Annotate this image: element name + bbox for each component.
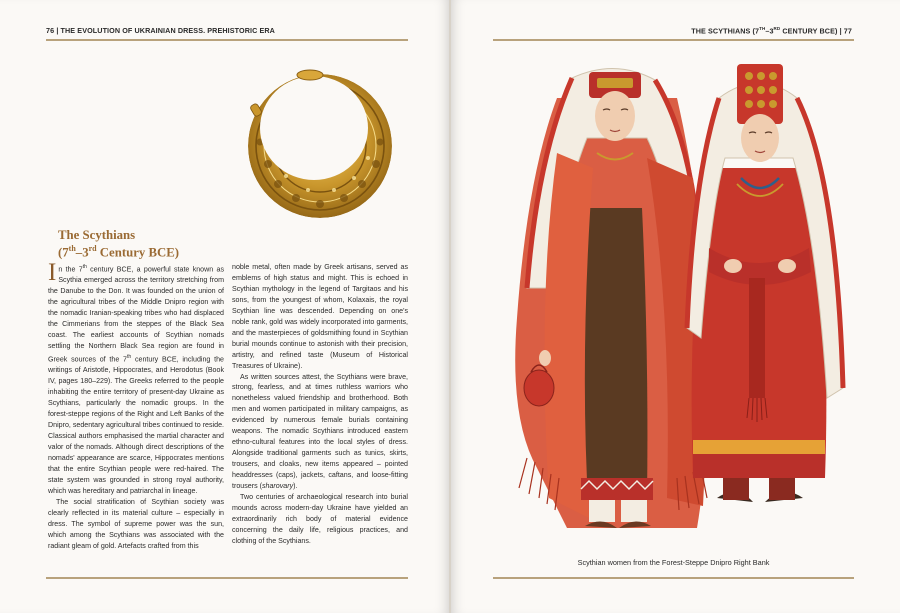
text-em: sharovary [261,482,294,491]
section-title-line1: The Scythians [58,228,136,242]
running-head-part: THE SCYTHIANS (7 [691,26,760,36]
text-run: n the 7 [58,265,83,274]
right-woman-figure [687,64,843,502]
right-page [451,0,900,613]
title-part: Century BCE) [96,245,180,260]
left-page-number: 76 [46,26,55,35]
section-title [58,228,258,259]
text-sup: th [127,353,132,360]
running-head-separator: | [56,26,61,35]
paragraph: The social stratification of Scythian society was clearly reflected in its material culture – especially in dress. The symbol of supreme power was the sun, which among the Scythians was associated with the radiant gleam of gold. Artefacts crafted from this [48,497,224,550]
title-part: –3 [75,245,89,260]
text-run: ). [293,482,298,491]
text-column-1 [48,259,224,552]
right-footer-rule [493,577,854,579]
paragraph: Two centuries of archaeological research into burial mounds across modern-day Ukraine have yielded an extraordinarily rich body of material evidence concerning the daily life, religious practices, and clothing of the Scythians. [232,493,408,545]
paragraph [232,372,408,492]
illustration-caption: Scythian women from the Forest-Steppe Dnipro Right Bank [577,558,770,567]
drop-cap: I [48,259,57,286]
text-run: century BCE, including the writings of Aristotle, Hippocrates, and Herodotus (Book IV, pages 180–229). The Greeks referred to the people inhabiting the entire territory of present-day Ukraine as Scythians, particularly the nomadic groups. In the forest-steppe regions of the Right and Left Banks of the Dnipro, sedentary agricultural tribes continued to reside. Classical authors emphasised the martial character and valor of the nomads. Although direct descriptions of the nomads' appearance are scarce, Hippocrates mentions that the entire Scythian people were red-haired. The state system was grounded in strong royal authority, which was hereditary and patriarchal in lineage. [48,355,224,495]
running-head-sup: TH [759,26,766,31]
left-running-head-title: THE EVOLUTION OF UKRAINIAN DRESS. PREHISTORIC ERA [60,26,275,35]
left-page [0,0,449,613]
section-title-line2 [58,242,258,259]
right-running-head [691,26,852,35]
running-head-sup: RD [773,26,781,31]
running-head-separator: | [839,26,844,36]
title-part: (7 [58,245,69,260]
paragraph [48,259,224,497]
title-sup: rd [88,244,97,253]
text-sup: th [82,264,87,270]
text-run: As written sources attest, the Scythians were brave, strong, fearless, and at times ruthless warriors who nonetheless valued friendship and brotherhood. Both men and women participated in military campaigns, as evidenced by numerous female burials containing weapons. The nomadic Scythians introduced eastern ethno-cultural features into the local styles of dress. Alongside traditional garments such as tunics, skirts, trousers, and cloaks, new items appeared – pointed headdresses (caps), jackets, caftans, and loose-fitting trousers ( [232,372,408,491]
right-header-rule [493,39,854,41]
text-run: century BCE, a powerful state known as Scythia emerged across the territory stretching from the Danube to the Don. It was founded on the union of the agricultural tribes of the Middle Dnipro region with the nomadic Iranian-speaking tribes who had displaced the Cimmerians from the steppes of the Black Sea coast. The earliest accounts of Scythian nomads settling the Northern Black Sea region are found in Greek sources of the 7 [48,265,224,364]
left-woman-figure [515,68,708,528]
left-running-head [46,26,275,35]
left-footer-rule [46,577,408,579]
left-header-rule [46,39,408,41]
scythian-women-illustration [497,58,853,552]
paragraph: noble metal, often made by Greek artisans, served as emblems of high status and might. This is echoed in Scythian mythology in the legend of Targitaos and his sons, from the youngest of whom, Kolaxais, the royal Scythian line was descended. Depending on one's noble rank, gold was widely incorporated into garments, and the masterpieces of goldsmithing found in Scythian burial mounds continue to astonish with their precision, artistry, and refined taste (Museum of Historical Treasures of Ukraine). [232,263,408,370]
running-head-part: –3 [765,26,774,36]
gold-pectoral-torc [238,64,402,220]
text-column-2 [232,262,408,547]
running-head-part: CENTURY BCE) [780,26,838,36]
right-page-number: 77 [843,26,852,36]
title-sup: th [68,244,76,253]
